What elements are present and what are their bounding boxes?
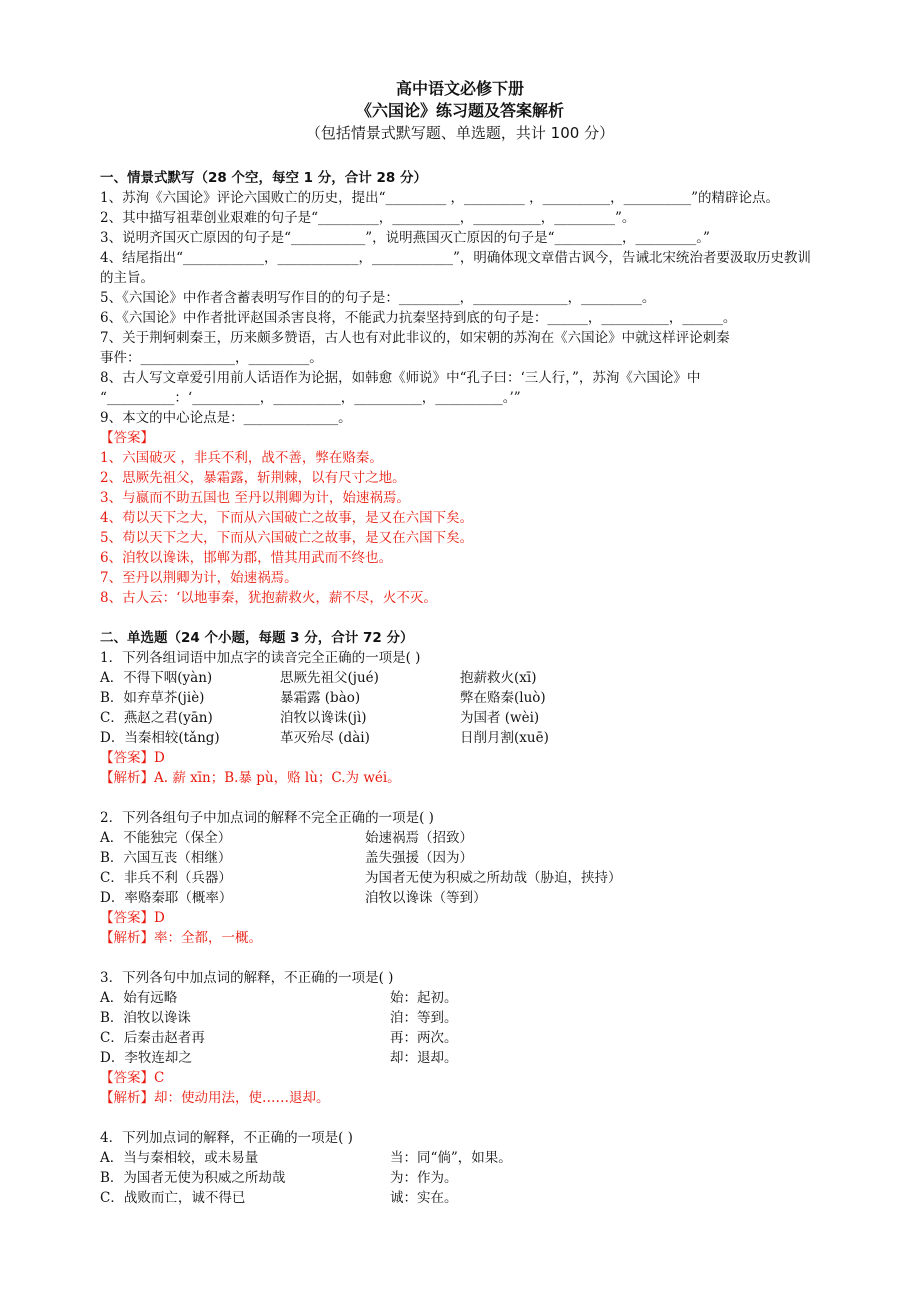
s1-answer-8: 8、古人云：‘以地事秦，犹抱薪救火，薪不尽，火不灭。 [100,590,437,606]
option-text: 思厥先祖父(jué) [280,670,379,686]
s1-answer-3: 3、与嬴而不助五国也 至丹以荆卿为计，始速祸焉。 [100,490,410,506]
document-title [0,78,920,144]
option-text: A．不能独完（保全） [100,830,232,846]
s2-q1-option-row [100,688,820,708]
option-text: 洎牧以谗诛（等到） [365,890,487,906]
option-gloss: 洎：等到。 [390,1010,458,1026]
s1-question-4: 4、结尾指出“____________，____________，____________”，明确体现文章借古讽今，告诫北宋统治者要汲取历史教训的主旨。 [100,250,811,286]
s1-question-8-line-1: 8、古人写文章爱引用前人话语作为论据，如韩愈《师说》中“孔子曰：‘三人行，”，苏洵《六国论》中 [100,370,701,386]
option-text: B．为国者无使为积威之所劫哉 [100,1170,286,1186]
document-body [100,168,820,1208]
s1-answer-7: 7、至丹以荆卿为计，始速祸焉。 [100,570,298,586]
s2-q1-stem: 1．下列各组词语中加点字的读音完全正确的一项是( ) [100,650,421,666]
option-gloss: 当：同“倘”，如果。 [390,1150,512,1166]
option-text: 革灭殆尽 (dài) [280,730,370,746]
s2-q1-analysis: 【解析】A. 薪 xīn；B.暴 pù，赂 lù；C.为 wéi。 [100,770,401,786]
s1-answer-1: 1、六国破灭 ，非兵不利，战不善，弊在赂秦。 [100,450,383,466]
option-text: 盖失强援（因为） [365,850,473,866]
s1-question-2: 2、其中描写祖辈创业艰难的句子是“_________，__________，__________，_________”。 [100,210,636,226]
option-text: B．如弃草芥(jiè) [100,690,205,706]
option-text: 始速祸焉（招致） [365,830,473,846]
s1-answer-5: 5、苟以天下之大，下而从六国破亡之故事，是又在六国下矣。 [100,530,474,546]
option-text: D．李牧连却之 [100,1050,192,1066]
option-text: B．洎牧以谗诛 [100,1010,191,1026]
option-text: C．后秦击赵者再 [100,1030,205,1046]
title-line-1: 高中语文必修下册 [395,79,524,98]
option-gloss: 始：起初。 [390,990,458,1006]
option-text: A．不得下咽(yàn) [100,670,213,686]
s1-question-7-line-2: 事件：______________，_________。 [100,350,323,366]
title-line-2: 《六国论》练习题及答案解析 [355,101,564,120]
option-text: 抱薪救火(xī) [460,670,537,686]
option-text: B．六国互丧（相继） [100,850,232,866]
option-gloss: 却：退却。 [390,1050,458,1066]
s2-q3-option-row [100,1008,820,1028]
s1-question-5: 5、《六国论》中作者含蓄表明写作目的的句子是：_________，______________，_________。 [100,290,656,306]
option-text: 为国者无使为积威之所劫哉（胁迫，挟持） [365,870,622,886]
s2-q3-answer: 【答案】C [100,1070,165,1086]
section1-heading: 一、情景式默写（28 个空，每空 1 分，合计 28 分） [100,170,427,186]
s2-q3-option-row [100,1028,820,1048]
s2-q4-option-row [100,1148,820,1168]
s1-answer-4: 4、苟以天下之大，下而从六国破亡之故事，是又在六国下矣。 [100,510,474,526]
s1-answer-label: 【答案】 [100,430,154,446]
option-gloss: 再：两次。 [390,1030,458,1046]
section2-heading: 二、单选题（24 个小题，每题 3 分，合计 72 分） [100,630,414,646]
s2-q3-option-row [100,1048,820,1068]
s1-question-6: 6、《六国论》中作者批评赵国杀害良将，不能武力抗秦坚持到底的句子是：______，__________，______。 [100,310,737,326]
s2-q2-option-row [100,848,820,868]
s2-q3-stem: 3．下列各句中加点词的解释，不正确的一项是( ) [100,970,394,986]
s2-q4-stem: 4．下列加点词的解释，不正确的一项是( ) [100,1130,353,1146]
option-text: 洎牧以谗诛(jì) [280,710,367,726]
s2-q4-option-row [100,1188,820,1208]
option-text: D．率赂秦耶（概率） [100,890,233,906]
option-text: C．燕赵之君(yān) [100,710,213,726]
option-text: D．当秦相较(tǎng) [100,730,220,746]
option-text: 日削月割(xuē) [460,730,549,746]
s2-q1-option-row [100,728,820,748]
s2-q2-analysis: 【解析】率：全都，一概。 [100,930,262,946]
s2-q3-analysis: 【解析】却：使动用法，使……退却。 [100,1090,330,1106]
s2-q3-option-row [100,988,820,1008]
s2-q1-option-row [100,708,820,728]
option-text: C．战败而亡，诚不得已 [100,1190,246,1206]
s2-q2-option-row [100,868,820,888]
s2-q2-answer: 【答案】D [100,910,165,926]
title-line-3: （包括情景式默写题、单选题，共计 100 分） [305,124,615,142]
option-text: 为国者 (wèi) [460,710,540,726]
option-gloss: 为：作为。 [390,1170,458,1186]
option-text: A．始有远略 [100,990,178,1006]
s1-question-1: 1、苏洵《六国论》评论六国败亡的历史，提出“_________ ，_________ ，__________，__________”的精辟论点。 [100,190,779,206]
s2-q1-option-row [100,668,820,688]
s1-question-7-line-1: 7、关于荆轲刺秦王，历来颇多赞语，古人也有对此非议的，如宋朝的苏洵在《六国论》中就这样评论刺秦 [100,330,730,346]
option-text: 弊在赂秦(luò) [460,690,546,706]
s1-question-3: 3、说明齐国灭亡原因的句子是“___________”，说明燕国灭亡原因的句子是“__________，_________。” [100,230,710,246]
s1-question-9: 9、本文的中心论点是：______________。 [100,410,352,426]
option-text: C．非兵不利（兵器） [100,870,232,886]
s1-answer-6: 6、洎牧以谗诛，邯郸为郡，惜其用武而不终也。 [100,550,393,566]
s2-q2-option-row [100,888,820,908]
s2-q4-option-row [100,1168,820,1188]
s2-q2-option-row [100,828,820,848]
s1-question-8-line-2: “__________：‘__________，__________，__________，__________。’” [100,390,521,406]
option-text: 暴霜露 (bào) [280,690,361,706]
s2-q1-answer: 【答案】D [100,750,165,766]
option-gloss: 诚：实在。 [390,1190,458,1206]
s1-answer-2: 2、思厥先祖父，暴霜露，斩荆棘，以有尺寸之地。 [100,470,406,486]
option-text: A．当与秦相较，或未易量 [100,1150,259,1166]
s2-q2-stem: 2．下列各组句子中加点词的解释不完全正确的一项是( ) [100,810,434,826]
